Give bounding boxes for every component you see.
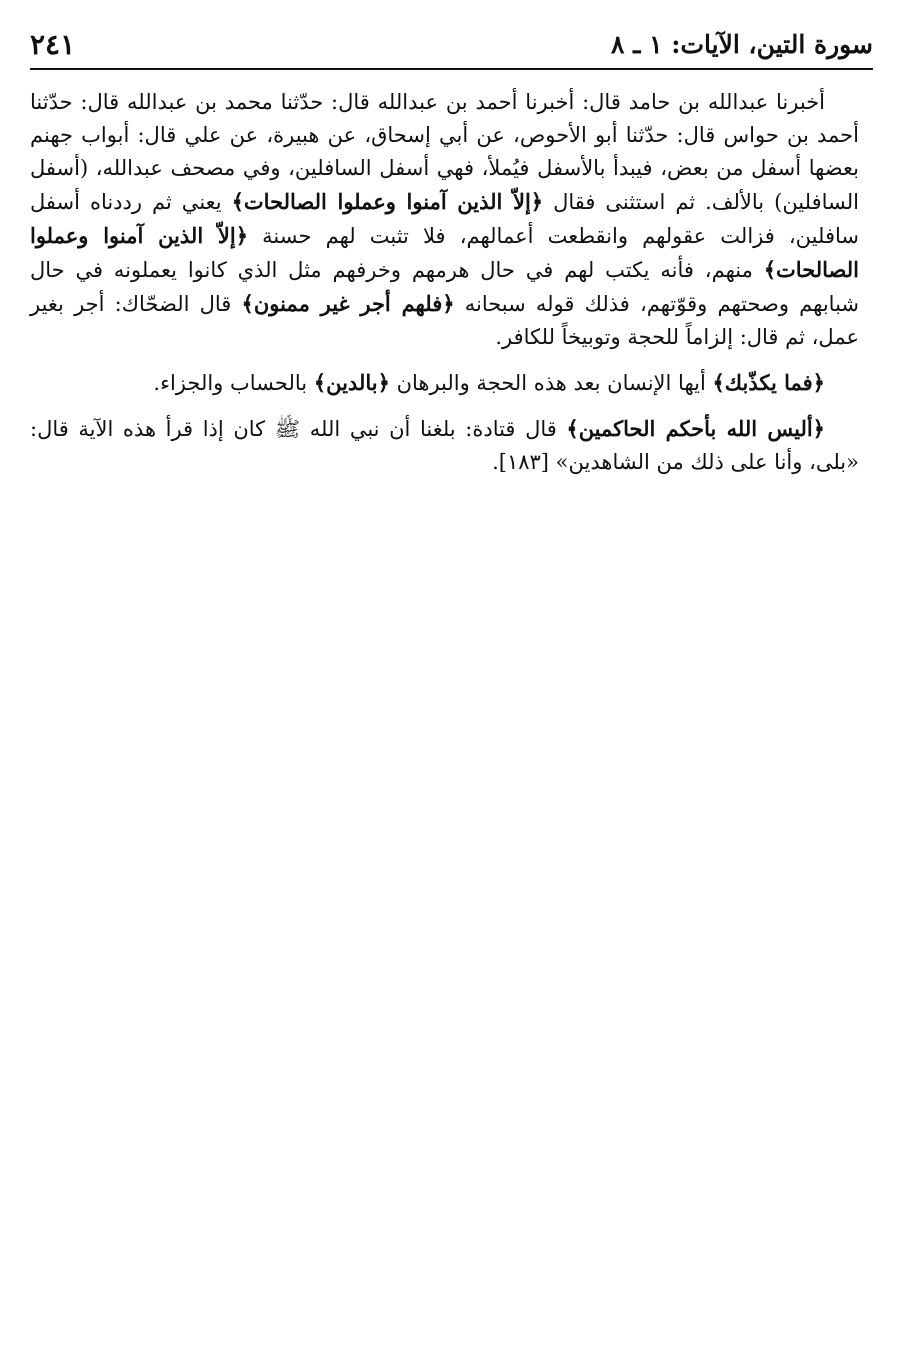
paragraph-verse-7 bbox=[30, 366, 859, 400]
paragraph-text: قال الضحّاك: أجر بغير عمل، ثم قال: إلزاماً للحجة وتوبيخاً للكافر. bbox=[30, 292, 859, 349]
surah-title: سورة التين، الآيات: ١ ـ ٨ bbox=[610, 30, 873, 59]
quran-verse: ﴿فلهم أجر غير ممنون﴾ bbox=[241, 291, 455, 316]
quran-verse: ﴿بالدين﴾ bbox=[313, 370, 390, 395]
paragraph-text: بالحساب والجزاء. bbox=[153, 371, 314, 395]
paragraph-hadith-chain bbox=[30, 86, 859, 354]
paragraph-text: أيها الإنسان بعد هذه الحجة والبرهان bbox=[389, 371, 713, 395]
paragraph-text: أخبرنا عبدالله بن حامد قال: أخبرنا أحمد بن عبدالله قال: حدّثنا محمد بن عبدالله قال: حدّثنا أحمد بن حواس قال: حدّثنا أبو الأحوص، عن أبي إسحاق، عن هبيرة، عن علي قال: أبواب جهنم بعضها أسفل من بعض، فيبدأ بالأسفل فيُملأ، فهي أسفل السافلين، وفي مصحف عبدالله، (أسفل السافلين) بالألف. ثم استثنى فقال bbox=[30, 90, 859, 214]
page-number: ٢٤١ bbox=[30, 28, 76, 61]
quran-verse: ﴿إلاّ الذين آمنوا وعملوا الصالحات﴾ bbox=[30, 223, 859, 282]
paragraph-text: منهم، فأنه يكتب لهم في حال هرمهم وخرفهم مثل الذي كانوا يعملونه في حال شبابهم وصحتهم وقوّتهم، فذلك قوله سبحانه bbox=[30, 258, 860, 316]
paragraph-verse-8 bbox=[30, 412, 859, 479]
quran-verse: ﴿إلاّ الذين آمنوا وعملوا الصالحات﴾ bbox=[231, 189, 544, 214]
page-body bbox=[30, 86, 859, 479]
quran-verse: ﴿فما يكذّبك﴾ bbox=[712, 370, 825, 395]
paragraph-text: يعني ثم رددناه أسفل سافلين، فزالت عقولهم وانقطعت أعمالهم، فلا تثبت لهم حسنة bbox=[30, 190, 859, 248]
page-header bbox=[30, 28, 873, 70]
quran-verse: ﴿أليس الله بأحكم الحاكمين﴾ bbox=[566, 416, 825, 441]
paragraph-text: قال قتادة: بلغنا أن نبي الله ﷺ كان إذا قرأ هذه الآية قال: «بلى، وأنا على ذلك من الشاهدين» [١٨٣]. bbox=[30, 417, 859, 474]
